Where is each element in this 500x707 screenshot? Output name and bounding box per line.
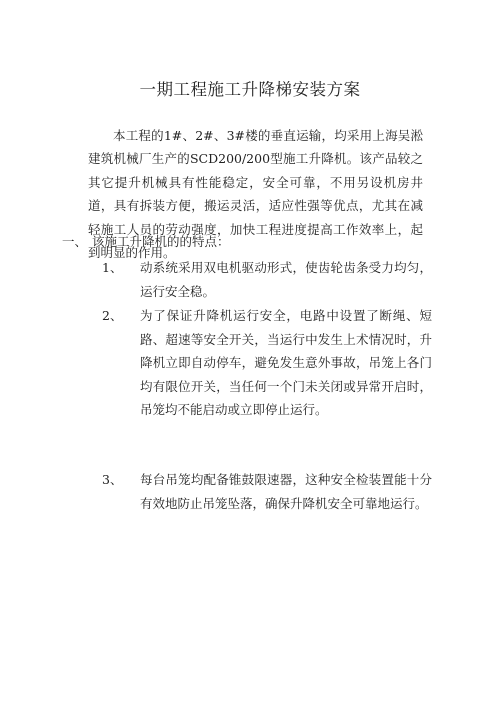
- list-item: [102, 468, 432, 515]
- intro-paragraph: 本工程的1#、2#、3#楼的垂直运输，均采用上海吴淞建筑机械厂生产的SCD200/200型施工升降机。该产品较之其它提升机械具有性能稳定，安全可靠，不用另设机房井道，具有拆装方便，搬运灵活，适应性强等优点，尤其在减轻施工人员的劳动强度，加快工程进度提高工作效率上，起到明显的作用。: [88, 128, 423, 261]
- document-title: 一期工程施工升降梯安装方案: [139, 80, 361, 99]
- list-item: [102, 256, 432, 303]
- list-item-text: 动系统采用双电机驱动形式，使齿轮齿条受力均匀，运行安全稳。: [140, 260, 432, 299]
- list-item-text: 为了保证升降机运行安全，电路中设置了断绳、短路、超速等安全开关，当运行中发生上术情况时，升降机立即自动停车，避免发生意外事故，吊笼上各门均有限位开关，当任何一个门未关闭或异常开启时，吊笼均不能启动或立即停止运行。: [140, 308, 432, 418]
- list-item-number: 3、: [102, 472, 123, 487]
- section-heading-text: 该施工升降机的的特点：: [92, 234, 230, 249]
- list-item: [102, 304, 432, 422]
- list-item-number: 2、: [102, 308, 123, 323]
- section-number: 一、: [62, 234, 88, 249]
- section-heading: [62, 232, 230, 250]
- list-item-number: 1、: [102, 260, 123, 275]
- list-item-text: 每台吊笼均配备锥鼓限速器，这种安全检装置能十分有效地防止吊笼坠落，确保升降机安全可靠地运行。: [140, 472, 432, 511]
